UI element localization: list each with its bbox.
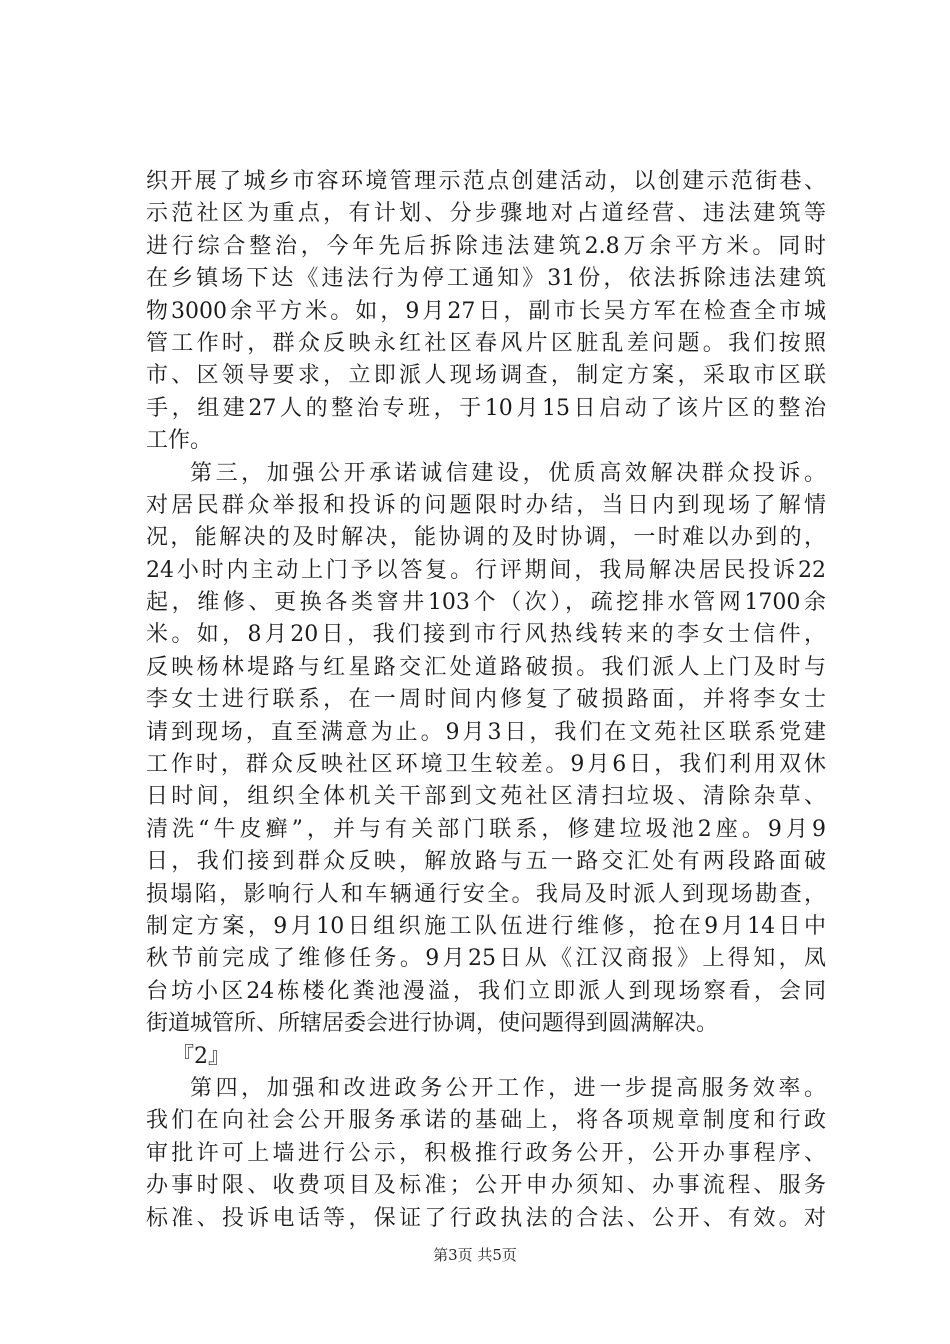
text-line: 街道城管所、所辖居委会进行协调，使问题得到圆满解决。 — [146, 1011, 719, 1037]
text-line: 24小时内主动上门予以答复。行评期间，我局解决居民投诉22 — [146, 557, 826, 583]
section-marker — [146, 1041, 826, 1073]
text-line: 办事时限、收费项目及标准；公开申办须知、办事流程、服务 — [146, 1173, 826, 1199]
text-line: 台坊小区24栋楼化粪池漫溢，我们立即派人到现场察看，会同 — [146, 978, 826, 1004]
text-line: 请到现场，直至满意为止。9月3日，我们在文苑社区联系党建 — [146, 719, 826, 745]
text-line: 进行综合整治，今年先后拆除违法建筑2.8万余平方米。同时 — [146, 233, 826, 259]
text-line: 织开展了城乡市容环境管理示范点创建活动，以创建示范街巷、 — [146, 169, 826, 194]
paragraph-third-point — [146, 458, 826, 1041]
text-line: 我们在向社会公开服务承诺的基础上，将各项规章制度和行政 — [146, 1108, 826, 1134]
text-line: 况，能解决的及时解决，能协调的及时协调，一时难以办到的， — [146, 525, 826, 551]
text-line: 反映杨林堤路与红星路交汇处道路破损。我们派人上门及时与 — [146, 654, 826, 680]
text-line: 日，我们接到群众反映，解放路与五一路交汇处有两段路面破 — [146, 849, 826, 875]
text-line: 第四，加强和改进政务公开工作，进一步提高服务效率。 — [190, 1075, 826, 1101]
text-line: 对居民群众举报和投诉的问题限时办结，当日内到现场了解情 — [146, 492, 826, 518]
paragraph-fourth-point — [146, 1073, 826, 1235]
text-line: 市、区领导要求，立即派人现场调查，制定方案，采取市区联 — [146, 363, 826, 389]
text-line: 秋节前完成了维修任务。9月25日从《江汉商报》上得知，凤 — [146, 946, 826, 972]
section-marker-text: 『2』 — [172, 1043, 230, 1069]
text-line: 第三，加强公开承诺诚信建设，优质高效解决群众投诉。 — [190, 460, 826, 486]
text-line: 管工作时，群众反映永红社区春风片区脏乱差问题。我们按照 — [146, 330, 826, 356]
text-line: 手，组建27人的整治专班，于10月15日启动了该片区的整治 — [146, 395, 826, 421]
text-line: 物3000余平方米。如，9月27日，副市长吴方军在检查全市城 — [146, 298, 826, 324]
text-line: 审批许可上墙进行公示，积极推行政务公开，公开办事程序、 — [146, 1140, 826, 1166]
text-line: 米。如，8月20日，我们接到市行风热线转来的李女士信件， — [146, 622, 826, 648]
text-line: 标准、投诉电话等，保证了行政执法的合法、公开、有效。对 — [146, 1205, 826, 1231]
document-body — [146, 166, 826, 1235]
text-line: 李女士进行联系，在一周时间内修复了破损路面，并将李女士 — [146, 687, 826, 713]
text-line: 工作时，群众反映社区环境卫生较差。9月6日，我们利用双休 — [146, 752, 826, 778]
text-line: 日时间，组织全体机关干部到文苑社区清扫垃圾、清除杂草、 — [146, 784, 826, 810]
text-line: 在乡镇场下达《违法行为停工通知》31份，依法拆除违法建筑 — [146, 266, 826, 292]
text-line: 示范社区为重点，有计划、分步骤地对占道经营、违法建筑等 — [146, 201, 826, 227]
page-number-footer: 第3页 共5页 — [433, 1246, 517, 1264]
text-line: 起，维修、更换各类窨井103个（次），疏挖排水管网1700余 — [146, 590, 826, 616]
text-line: 制定方案，9月10日组织施工队伍进行维修，抢在9月14日中 — [146, 913, 826, 939]
text-line: 损塌陷，影响行人和车辆通行安全。我局及时派人到现场勘查， — [146, 881, 826, 907]
text-line: 清洗“牛皮癣”，并与有关部门联系，修建垃圾池2座。9月9 — [146, 816, 826, 842]
text-line: 工作。 — [146, 428, 213, 454]
paragraph-municipal-rectification — [146, 166, 826, 458]
